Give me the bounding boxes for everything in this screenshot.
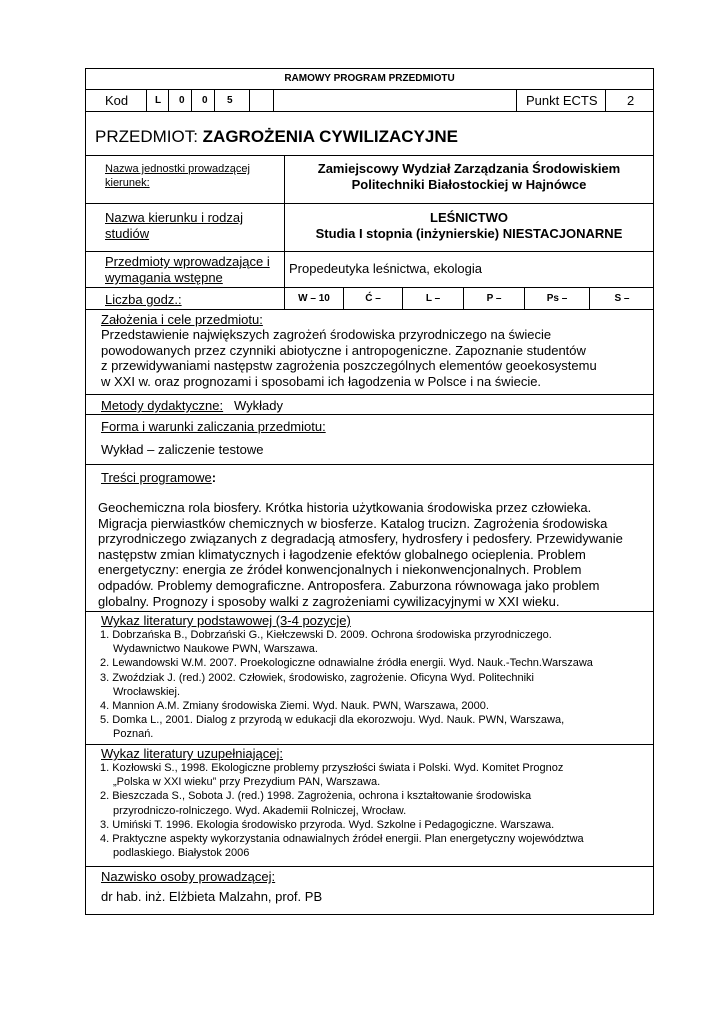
- lit-extra-label: Wykaz literatury uzupełniającej:: [101, 746, 283, 761]
- program-form: [85, 68, 654, 915]
- methods-text: [101, 398, 283, 413]
- code-char-1: L: [155, 95, 162, 106]
- assessment-row: [86, 415, 653, 465]
- field-label-line2: studiów: [105, 226, 150, 241]
- ects-value: 2: [627, 93, 635, 108]
- code-char-2: 0: [179, 95, 185, 106]
- content-line: globalny. Prognozy i sposoby walki z zagrożeniami cywilizacyjnymi w XXI wieku.: [98, 593, 560, 609]
- methods-label: Metody dydaktyczne:: [101, 398, 224, 413]
- hours-row: [86, 288, 653, 310]
- lit-basic-item: 3. Zwoździak J. (red.) 2002. Człowiek, środowisko, zagrożenie. Oficyna Wyd. Politechniki Wrocławskiej.: [100, 671, 534, 698]
- form-title-row: [86, 69, 653, 90]
- unit-value-line2: Politechniki Białostockiej w Hajnówce: [351, 177, 587, 192]
- hours-p: P –: [486, 293, 502, 304]
- content-line: przyrodniczego związanych z degradacją atmosfery, hydrosfery i pedosfery. Przewidywanie: [98, 531, 623, 547]
- lit-basic-row: [86, 612, 653, 745]
- content-text: [98, 500, 623, 609]
- lit-extra-item: 3. Umiński T. 1996. Ekologia środowisko przyroda. Wyd. Szkolne i Pedagogiczne. Warszawa.: [100, 818, 555, 831]
- code-row: [86, 90, 653, 112]
- content-row: [86, 465, 653, 612]
- lit-basic-item: 1. Dobrzańska B., Dobrzański G., Kiełczewski D. 2009. Ochrona środowiska przyrodniczego. Wydawnictwo Naukowe PWN, Warszawa.: [100, 629, 552, 656]
- unit-value-line1: Zamiejscowy Wydział Zarządzania Środowiskiem: [317, 161, 621, 176]
- subject-name: ZAGROŻENIA CYWILIZACYJNE: [202, 127, 458, 146]
- assessment-label: Forma i warunki zaliczania przedmiotu:: [101, 419, 326, 434]
- lit-basic-item: 2. Lewandowski W.M. 2007. Proekologiczne odnawialne źródła energii. Wyd. Nauk.-Techn.Warszawa: [100, 657, 593, 670]
- field-value-line1: LEŚNICTWO: [430, 210, 508, 225]
- code-char-4: 5: [227, 95, 233, 106]
- lit-extra-item: 2. Bieszczada S., Sobota J. (red.) 1998. Zagrożenia, ochrona i kształtowanie środowiska przyrodniczo-rolniczego. Wyd. Akademii Rolniczej, Wrocław.: [100, 790, 532, 817]
- code-label: Kod: [105, 93, 129, 108]
- lecturer-label: Nazwisko osoby prowadzącej:: [101, 869, 276, 884]
- lecturer-value: dr hab. inż. Elżbieta Malzahn, prof. PB: [101, 889, 323, 904]
- content-line: Migracja pierwiastków chemicznych w biosferze. Katalog trucizn. Zagrożenia środowiska: [98, 515, 608, 531]
- unit-label-line2: kierunek:: [105, 177, 150, 189]
- lit-extra-item: 4. Praktyczne aspekty wykorzystania odnawialnych źródeł energii. Plan energetyczny województwa podlaskiego. Białystok 2006: [100, 833, 584, 860]
- lecturer-row: [86, 867, 653, 914]
- prereq-value: Propedeutyka leśnictwa, ekologia: [289, 261, 482, 276]
- methods-value: Wykłady: [233, 398, 283, 413]
- lit-basic-item: 5. Domka L., 2001. Dialog z przyrodą w edukacji dla ekorozwoju. Wyd. Nauk. PWN, Warszawa, Poznań.: [100, 714, 565, 741]
- hours-l: L –: [425, 293, 441, 304]
- content-line: odpadów. Problemy demograficzne. Antroposfera. Zaburzona równowaga jako problem: [98, 577, 600, 593]
- lit-extra-item: 1. Kozłowski S., 1998. Ekologiczne problemy przyszłości świata i Polski. Wyd. Komitet Prognoz „Polska w XXI wieku” przy Prezydium PAN, Warszawa.: [100, 762, 564, 789]
- hours-w: W – 10: [298, 293, 330, 304]
- prereq-label-line2: wymagania wstępne: [105, 270, 223, 285]
- code-char-3: 0: [202, 95, 208, 106]
- goals-text: [101, 327, 597, 389]
- methods-row: [86, 395, 653, 415]
- field-row: [86, 204, 653, 252]
- lit-extra-list: [96, 761, 649, 860]
- goals-label: Założenia i cele przedmiotu:: [101, 312, 263, 327]
- content-line: energetyczny: energia ze źródeł konwencjonalnych i niekonwencjonalnych. Problem: [98, 562, 582, 578]
- goals-row: [86, 310, 653, 395]
- unit-label-line1: Nazwa jednostki prowadzącej: [105, 163, 250, 175]
- subject-row: [86, 112, 653, 156]
- goals-line: z przewidywaniami następstw zagrożenia poszczególnych elementów geoekosystemu: [101, 358, 597, 374]
- ects-label: Punkt ECTS: [526, 93, 598, 108]
- hours-c: Ć –: [365, 293, 381, 304]
- lit-basic-item: 4. Mannion A.M. Zmiany środowiska Ziemi. Wyd. Nauk. PWN, Warszawa, 2000.: [100, 700, 489, 713]
- assessment-value: Wykład – zaliczenie testowe: [101, 442, 264, 457]
- field-label-line1: Nazwa kierunku i rodzaj: [105, 210, 244, 225]
- prereq-row: [86, 252, 653, 288]
- content-line: Geochemiczna rola biosfery. Krótka historia użytkowania środowiska przez człowieka.: [98, 500, 592, 515]
- content-heading: [101, 470, 216, 485]
- lit-basic-list: [96, 628, 649, 742]
- subject-title: [95, 127, 458, 147]
- prereq-label-line1: Przedmioty wprowadzające i: [105, 254, 270, 269]
- hours-ps: Ps –: [546, 293, 568, 304]
- unit-row: [86, 156, 653, 204]
- subject-prefix: PRZEDMIOT:: [95, 127, 203, 146]
- content-label: Treści programowe: [101, 470, 212, 485]
- content-label-suffix: :: [211, 470, 217, 485]
- goals-line: Przedstawienie największych zagrożeń środowiska przyrodniczego na świecie: [101, 327, 552, 342]
- lit-extra-row: [86, 745, 653, 867]
- goals-line: powodowanych przez czynniki abiotyczne i antropogeniczne. Zapoznanie studentów: [101, 342, 586, 358]
- lit-basic-label: Wykaz literatury podstawowej (3-4 pozycje): [101, 613, 351, 628]
- form-title: RAMOWY PROGRAM PRZEDMIOTU: [284, 73, 455, 84]
- hours-s: S –: [614, 293, 630, 304]
- hours-label: Liczba godz.:: [105, 292, 182, 307]
- goals-line: w XXI w. oraz prognozami i sposobami ich łagodzenia w Polsce i na świecie.: [101, 373, 542, 389]
- field-value-line2: Studia I stopnia (inżynierskie) NIESTACJONARNE: [315, 226, 623, 241]
- content-line: następstw zmian klimatycznych i łagodzenie efektów globalnego ocieplenia. Problem: [98, 546, 586, 562]
